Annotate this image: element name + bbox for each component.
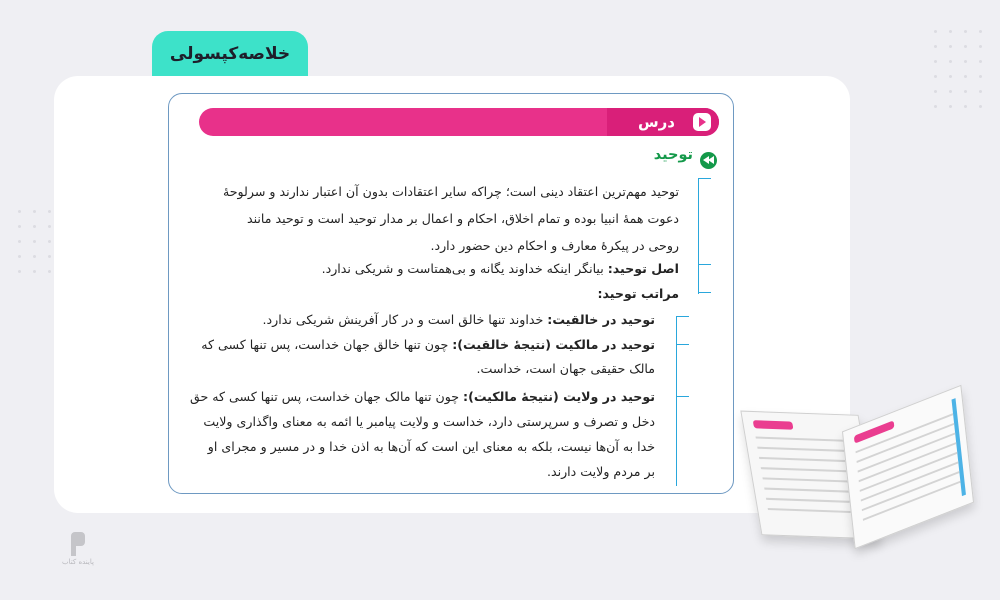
book-text-line xyxy=(862,471,960,511)
asl-tawhid-line xyxy=(322,260,679,278)
play-icon xyxy=(693,113,711,131)
book-page-excerpt xyxy=(168,93,734,494)
outline-tick xyxy=(677,396,689,397)
book-pink-header xyxy=(753,420,794,430)
velayat-line: دخل و تصرف و سرپرستی دارد، خداست و ولایت پیامبر یا ائمه به معنای واگذاری ولایت xyxy=(203,414,655,429)
velayat-text: چون تنها مالک جهان خداست، پس تنها کسی که حق xyxy=(189,389,464,404)
khaleqiat-text: خداوند تنها خالق است و در کار آفرینش شریکی ندارد. xyxy=(262,312,548,327)
book-text-line xyxy=(757,447,854,453)
velayat-term: توحید در ولایت (نتیجهٔ مالکیت): xyxy=(463,389,655,404)
malekiat-term: توحید در مالکیت (نتیجهٔ خالقیت): xyxy=(452,337,655,352)
lesson-header-bar xyxy=(199,108,719,153)
malekiat-line: مالک حقیقی جهان است، خداست. xyxy=(476,361,655,376)
outline-tick xyxy=(677,344,689,345)
book-right-page xyxy=(842,385,974,549)
rewind-icon xyxy=(700,152,717,169)
open-book-illustration xyxy=(742,400,978,550)
intro-line: دعوت همهٔ انبیا بوده و تمام اخلاق، احکام و اعمال بر مدار توحید است و توحید مانند xyxy=(246,211,679,226)
decorative-dots-left xyxy=(18,210,51,273)
outline-tick xyxy=(677,316,689,317)
maratib-term: مراتب توحید: xyxy=(597,286,679,301)
asl-tawhid-text: بیانگر اینکه خداوند یگانه و بی‌همتاست و شریکی ندارد. xyxy=(321,261,608,276)
outline-tick xyxy=(699,292,711,293)
velayat-line: خدا به آن‌ها نیست، بلکه به معنای این است که آن‌ها به اذن خدا و در مسیر و مجرای او xyxy=(207,439,655,454)
lesson-tag xyxy=(607,108,719,153)
outline-tick xyxy=(699,264,711,265)
topic-title: توحید xyxy=(653,147,693,163)
book-text-line xyxy=(860,452,958,492)
velayat-line xyxy=(190,388,655,406)
intro-line: روحی در پیکرهٔ معارف و احکام دین حضور دارد. xyxy=(430,238,679,253)
outline-bracket-sub xyxy=(676,316,677,486)
book-text-line xyxy=(764,488,861,494)
asl-tawhid-term: اصل توحید: xyxy=(607,261,679,276)
brand-logo-text: پاینده کتاب xyxy=(62,558,94,566)
outline-bracket-main xyxy=(698,178,699,294)
book-text-line xyxy=(755,436,852,442)
khaleqiat-line xyxy=(263,311,655,329)
intro-line: توحید مهم‌ترین اعتقاد دینی است؛ چراکه سایر اعتقادات بدون آن اعتبار ندارند و سرلوحهٔ xyxy=(223,184,679,199)
khaleqiat-term: توحید در خالقیت: xyxy=(547,312,655,327)
summary-tab: خلاصه‌کپسولی xyxy=(152,31,308,77)
book-text-line xyxy=(761,467,858,473)
lesson-title: درس دوم xyxy=(637,113,675,153)
book-text-line xyxy=(858,432,956,472)
brand-logo-icon xyxy=(69,532,87,556)
decorative-dots-top-right xyxy=(934,30,982,108)
brand-logo xyxy=(58,532,98,566)
book-text-line xyxy=(859,442,957,482)
outline-tick xyxy=(699,178,711,179)
velayat-line: بر مردم ولایت دارند. xyxy=(546,464,655,479)
malekiat-line xyxy=(201,336,655,354)
book-text-line xyxy=(762,477,859,483)
book-text-line xyxy=(861,461,959,501)
book-text-line xyxy=(863,481,961,521)
book-text-line xyxy=(759,457,856,463)
malekiat-text: چون تنها خالق جهان خداست، پس تنها کسی که xyxy=(201,337,453,352)
maratib-heading xyxy=(597,285,679,303)
